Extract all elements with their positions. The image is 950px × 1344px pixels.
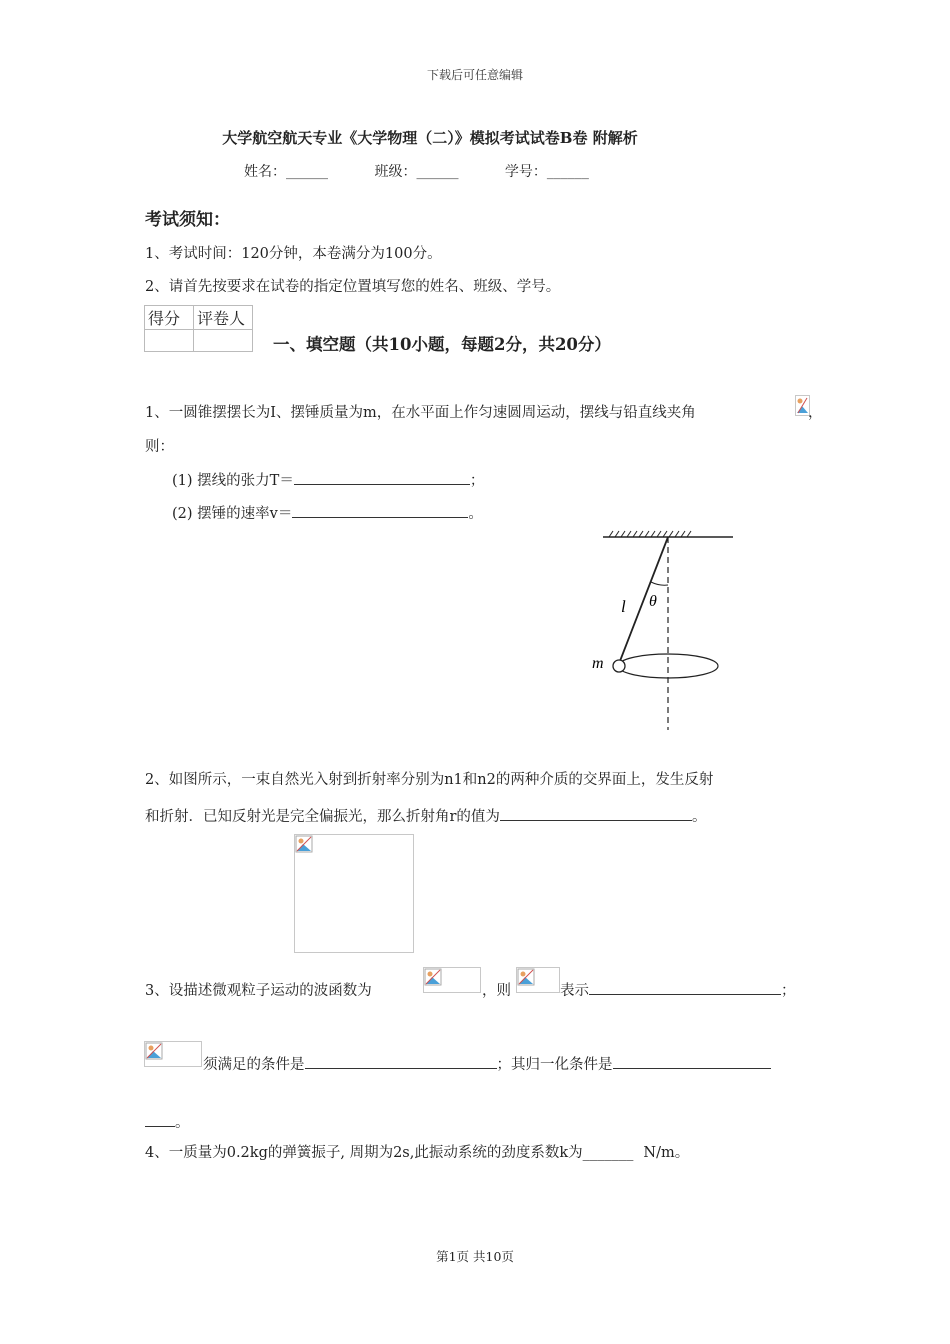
q3-normalization-blank-cont[interactable] xyxy=(145,1112,175,1127)
q3-part5: ；其归一化条件是 xyxy=(496,1057,613,1073)
q3-line2 xyxy=(203,1053,771,1074)
score-cell[interactable] xyxy=(145,330,194,352)
q1-stem: 1、一圆锥摆摆长为I、摆锤质量为m，在水平面上作匀速圆周运动，摆线与铅直线夹角 xyxy=(145,405,696,421)
q1-sub1-label: (1) 摆线的张力T＝ xyxy=(172,473,294,489)
name-blank: ______ xyxy=(286,164,328,180)
label-theta: θ xyxy=(649,593,657,610)
notice-item: 2、请首先按要求在试卷的指定位置填写您的姓名、班级、学号。 xyxy=(145,279,561,295)
q3-psi-squared-image xyxy=(516,967,560,993)
q1-comma: ， xyxy=(808,405,823,421)
broken-image-icon xyxy=(295,835,313,853)
q1-sub2-end: 。 xyxy=(468,506,483,522)
grader-cell[interactable] xyxy=(194,330,253,352)
id-blank: ______ xyxy=(546,164,589,180)
q4-unit: N/m。 xyxy=(643,1145,690,1161)
section-title: 一、填空题（共10小题，每题2分，共20分） xyxy=(273,335,611,354)
name-label: 姓名： xyxy=(244,164,286,180)
q1-text xyxy=(145,401,696,422)
score-table xyxy=(144,305,253,352)
label-l: l xyxy=(621,597,626,616)
q3-meaning-blank[interactable] xyxy=(589,980,781,995)
conical-pendulum-figure xyxy=(585,528,745,733)
q1-sub1-end: ； xyxy=(469,473,485,489)
student-info xyxy=(244,161,589,181)
broken-image-icon xyxy=(424,968,442,986)
q3-part3-end: ； xyxy=(781,983,796,999)
q4-text: 4、一质量为0.2kg的弹簧振子, 周期为2s,此振动系统的劲度系数k为 xyxy=(145,1145,583,1161)
notice-heading: 考试须知： xyxy=(145,210,230,230)
q3-part2: ，则 xyxy=(482,983,511,999)
class-blank: ______ xyxy=(416,164,459,180)
q3-part3: 表示 xyxy=(560,983,589,999)
q2-line2 xyxy=(145,805,706,826)
q4-answer-blank[interactable]: _______ xyxy=(582,1145,634,1161)
q3-part6-end: 。 xyxy=(175,1115,190,1131)
q3-condition-blank[interactable] xyxy=(305,1054,497,1069)
page-footer: 第1页 共10页 xyxy=(436,1249,514,1264)
q2-line1: 2、如图所示，一束自然光入射到折射率分别为n1和n2的两种介质的交界面上，发生反射 xyxy=(145,772,714,788)
q1-speed-blank[interactable] xyxy=(292,503,468,518)
q3-psi-image-2 xyxy=(144,1041,202,1067)
class-label: 班级： xyxy=(374,164,417,180)
notice-item: 1、考试时间：120分钟，本卷满分为100分。 xyxy=(145,246,442,262)
q3-part4: 须满足的条件是 xyxy=(203,1057,305,1073)
grader-header: 评卷人 xyxy=(194,306,253,330)
q3-part3-line xyxy=(560,979,796,1000)
q1-sub1 xyxy=(172,469,484,490)
q4-line xyxy=(145,1141,689,1162)
broken-image-icon xyxy=(517,968,535,986)
q3-psi-image xyxy=(423,967,481,993)
q3-part1: 3、设描述微观粒子运动的波函数为 xyxy=(145,983,372,999)
q1-text2: 则： xyxy=(145,439,174,455)
q2-figure-image xyxy=(294,834,414,953)
q3-line3 xyxy=(145,1111,190,1132)
q1-sub2-label: (2) 摆锤的速率v＝ xyxy=(172,506,293,522)
exam-title: 大学航空航天专业《大学物理（二）》模拟考试试卷B卷 附解析 xyxy=(222,129,638,147)
id-label: 学号： xyxy=(504,164,547,180)
q1-tension-blank[interactable] xyxy=(294,470,470,485)
broken-image-icon xyxy=(145,1042,163,1060)
q1-sub2 xyxy=(172,502,483,523)
q2-answer-blank[interactable] xyxy=(500,806,692,821)
score-header: 得分 xyxy=(145,306,194,330)
header-note: 下载后可任意编辑 xyxy=(426,68,523,82)
q3-normalization-blank[interactable] xyxy=(613,1054,771,1069)
q2-line2-end: 。 xyxy=(691,809,707,825)
label-m: m xyxy=(592,655,604,672)
q2-line2-text: 和折射．已知反射光是完全偏振光，那么折射角r的值为 xyxy=(145,809,500,825)
